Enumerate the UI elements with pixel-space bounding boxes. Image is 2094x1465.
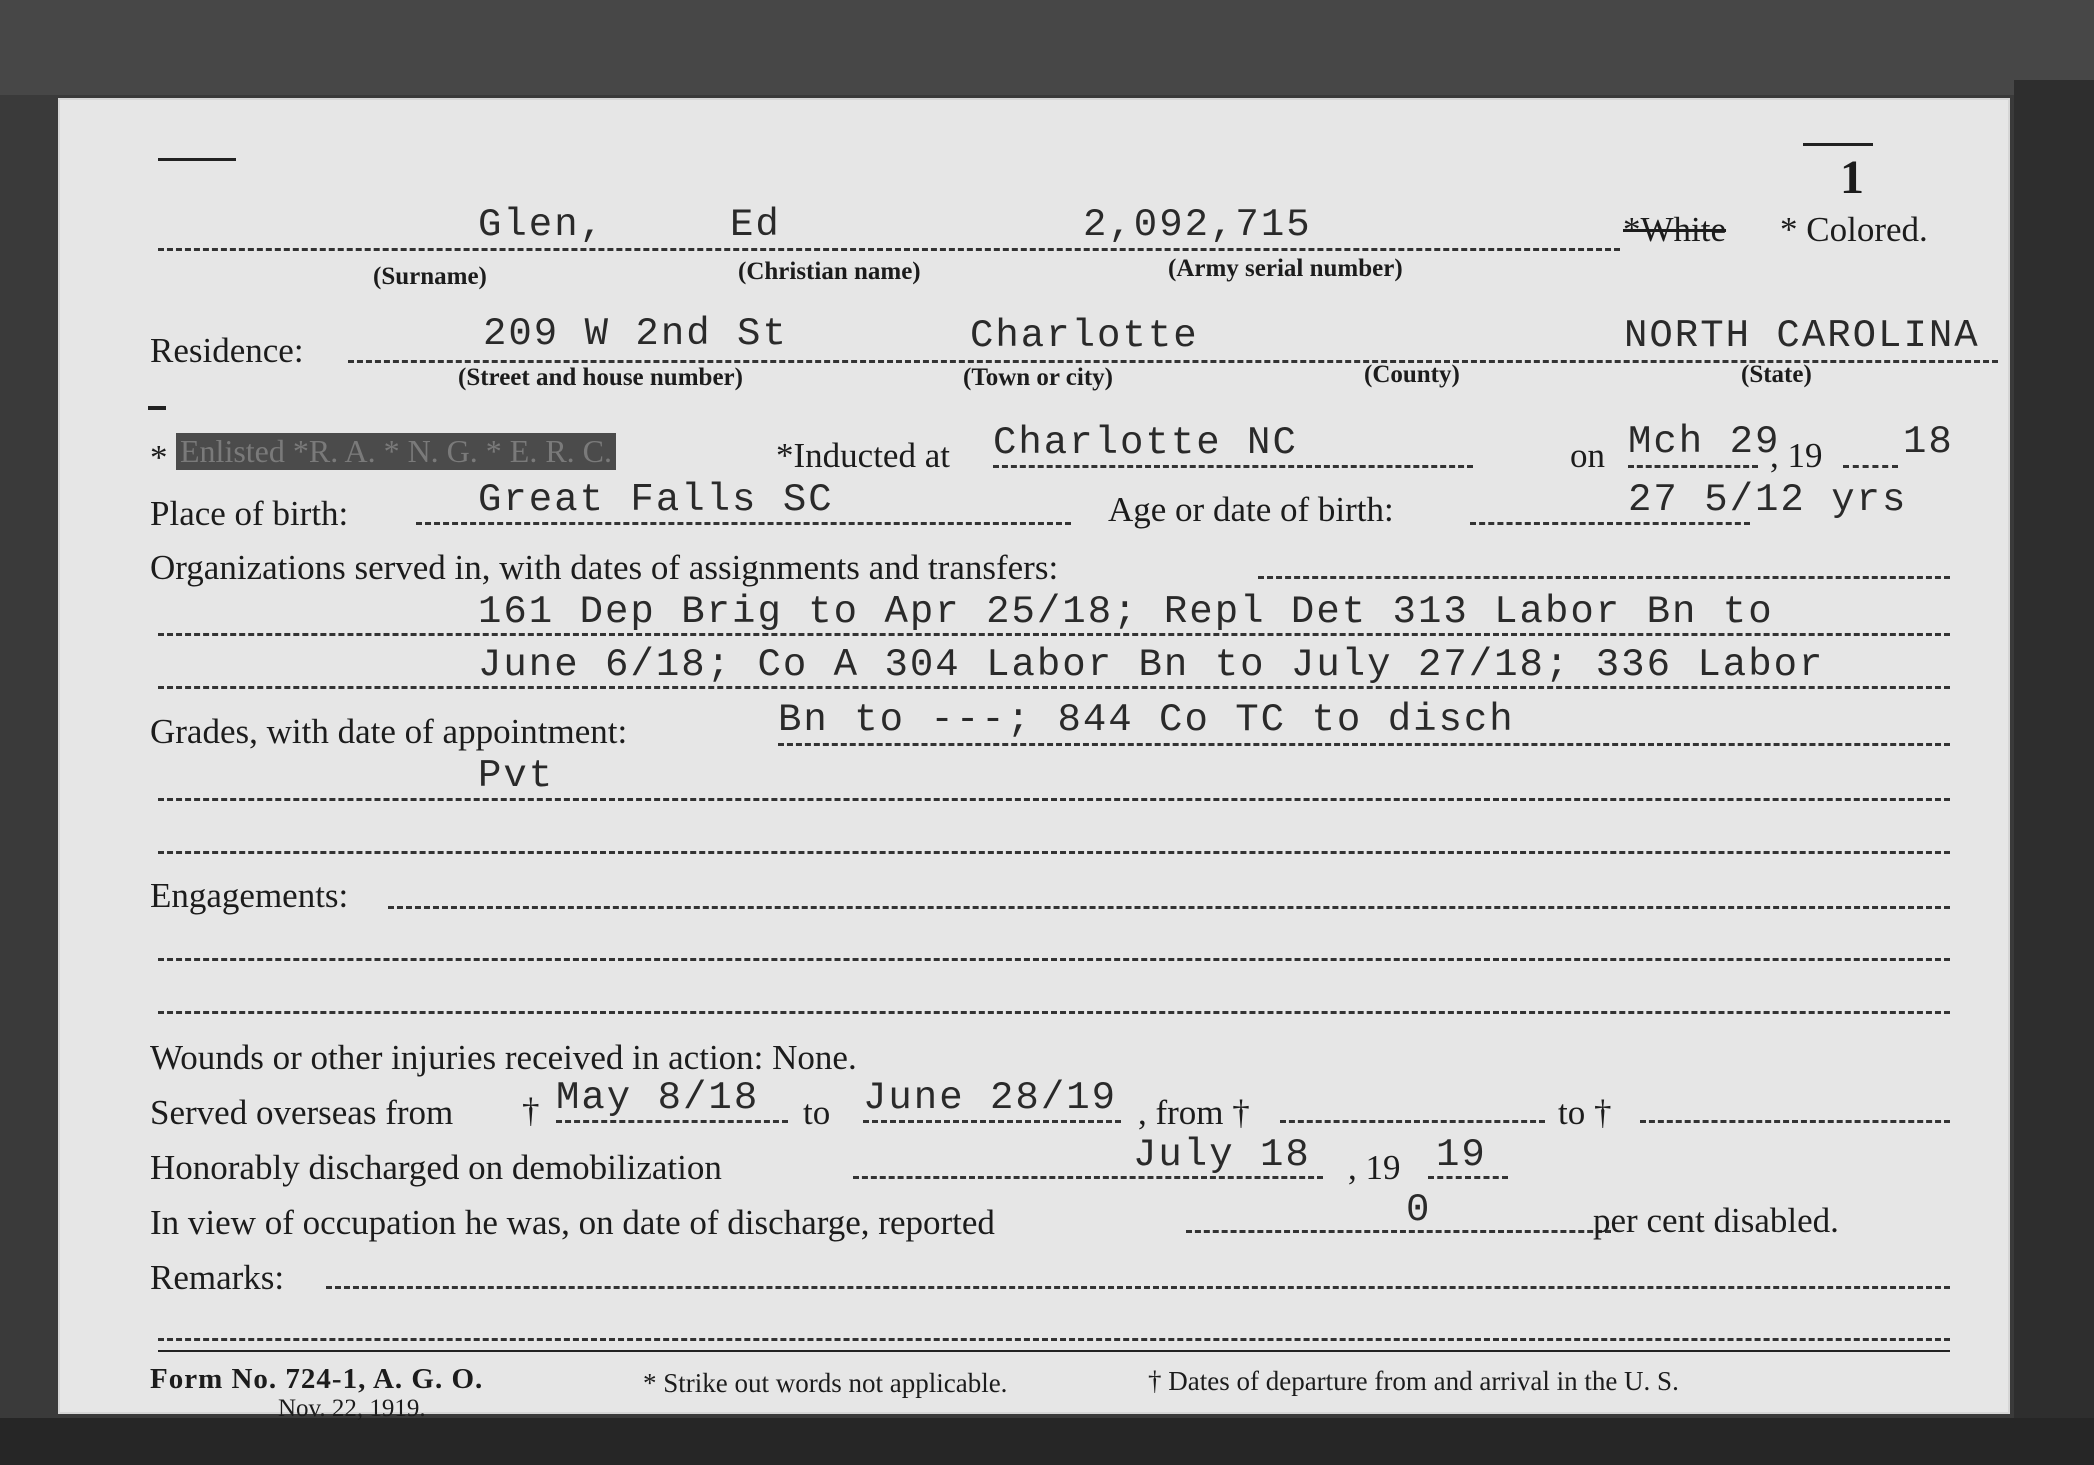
- grades-rule-2: [158, 798, 1950, 801]
- street-caption: (Street and house number): [458, 364, 743, 391]
- state-value: NORTH CAROLINA: [1624, 314, 1980, 358]
- disability-value: 0: [1406, 1188, 1432, 1232]
- discharge-year-prefix: , 19: [1348, 1148, 1401, 1187]
- organizations-rule-1: [158, 633, 1950, 636]
- inducted-label: *Inducted at: [776, 436, 950, 475]
- remarks-rule-3: [158, 1350, 1950, 1352]
- scan-background-bottom: [0, 1418, 2094, 1465]
- disability-suffix: per cent disabled.: [1593, 1201, 1839, 1240]
- organizations-rule-2: [158, 686, 1950, 689]
- serial-number-value: 2,092,715: [1083, 203, 1312, 247]
- induction-date-value: Mch 29: [1628, 420, 1781, 464]
- overseas-from-value: May 8/18: [556, 1076, 760, 1120]
- grade-value: Pvt: [478, 754, 555, 798]
- overseas-from2-line: [1280, 1120, 1545, 1123]
- residence-label: Residence:: [150, 331, 304, 370]
- enlistment-options-redacted: Enlisted *R. A. * N. G. * E. R. C.: [176, 433, 616, 470]
- remarks-label: Remarks:: [150, 1258, 285, 1297]
- remarks-rule-1: [326, 1286, 1950, 1289]
- place-of-birth-value: Great Falls SC: [478, 478, 834, 522]
- induction-date-line: [1628, 465, 1758, 468]
- surname-value: Glen,: [478, 203, 606, 247]
- form-number: Form No. 724-1, A. G. O.: [150, 1363, 484, 1395]
- disability-label: In view of occupation he was, on date of discharge, reported: [150, 1203, 995, 1242]
- discharge-year-value: 19: [1436, 1133, 1487, 1177]
- place-of-birth-label: Place of birth:: [150, 494, 349, 533]
- form-date: Nov. 22, 1919.: [278, 1395, 426, 1422]
- organizations-line-2: June 6/18; Co A 304 Labor Bn to July 27/18; 336 Labor: [478, 643, 1825, 687]
- induction-year-value: 18: [1903, 420, 1954, 464]
- footnote-dates: † Dates of departure from and arrival in the U. S.: [1148, 1366, 1679, 1396]
- engagements-rule-2: [158, 958, 1950, 961]
- scan-background-top: [0, 0, 2094, 95]
- scan-background-right: [2014, 80, 2094, 1465]
- service-record-card: [58, 98, 2010, 1422]
- overseas-to-value: June 28/19: [863, 1076, 1118, 1120]
- discharge-year-line: [1428, 1176, 1508, 1179]
- place-of-birth-line: [416, 522, 1071, 525]
- age-value: 27 5/12 yrs: [1628, 478, 1908, 522]
- overseas-from-line: [556, 1120, 788, 1123]
- organizations-line-1: 161 Dep Brig to Apr 25/18; Repl Det 313 Labor Bn to: [478, 590, 1774, 634]
- organizations-line-0: [1258, 576, 1950, 579]
- overseas-to-label: to: [803, 1093, 831, 1132]
- discharge-label: Honorably discharged on demobilization: [150, 1148, 722, 1187]
- engagements-rule-1: [388, 906, 1950, 909]
- dagger-mark: †: [522, 1091, 540, 1130]
- on-label: on: [1570, 436, 1605, 475]
- serial-number-caption: (Army serial number): [1168, 255, 1403, 282]
- card-number: 1: [1840, 151, 1864, 204]
- christian-name-caption: (Christian name): [738, 258, 921, 285]
- town-value: Charlotte: [970, 314, 1199, 358]
- state-caption: (State): [1741, 361, 1812, 388]
- engagements-label: Engagements:: [150, 876, 349, 915]
- overseas-label: Served overseas from: [150, 1093, 454, 1132]
- grades-rule-1: [778, 743, 1950, 746]
- number-overline: [1803, 143, 1873, 146]
- overseas-from2-label: , from †: [1138, 1093, 1250, 1132]
- discharge-date-line: [853, 1176, 1323, 1179]
- overseas-to-line: [863, 1120, 1121, 1123]
- grades-label: Grades, with date of appointment:: [150, 712, 628, 751]
- county-caption: (County): [1364, 361, 1460, 388]
- disability-line: [1186, 1230, 1611, 1233]
- wounds-label: Wounds or other injuries received in action: None.: [150, 1038, 857, 1077]
- induction-year-line: [1843, 465, 1898, 468]
- organizations-line-3: Bn to ---; 844 Co TC to disch: [778, 698, 1515, 742]
- induction-place-value: Charlotte NC: [993, 421, 1298, 465]
- grades-rule-3: [158, 851, 1950, 854]
- christian-name-value: Ed: [730, 203, 781, 247]
- small-mark: [148, 406, 166, 410]
- name-line: [158, 248, 1620, 251]
- street-value: 209 W 2nd St: [483, 312, 788, 356]
- star-mark: *: [150, 438, 168, 477]
- induction-year-prefix: , 19: [1770, 436, 1823, 475]
- corner-dash: [158, 158, 236, 161]
- age-line: [1470, 522, 1750, 525]
- age-label: Age or date of birth:: [1108, 490, 1394, 529]
- discharge-date-value: July 18: [1133, 1133, 1311, 1177]
- overseas-to2-label: to †: [1558, 1093, 1612, 1132]
- organizations-label: Organizations served in, with dates of assignments and transfers:: [150, 548, 1059, 587]
- race-white-struck: *White: [1623, 210, 1727, 249]
- remarks-rule-2: [158, 1338, 1950, 1341]
- race-colored: * Colored.: [1780, 210, 1928, 249]
- footnote-strike-out: * Strike out words not applicable.: [643, 1368, 1008, 1398]
- engagements-rule-3: [158, 1011, 1950, 1014]
- surname-caption: (Surname): [373, 263, 487, 290]
- town-caption: (Town or city): [963, 364, 1113, 391]
- overseas-to2-line: [1640, 1120, 1950, 1123]
- induction-line: [993, 465, 1473, 468]
